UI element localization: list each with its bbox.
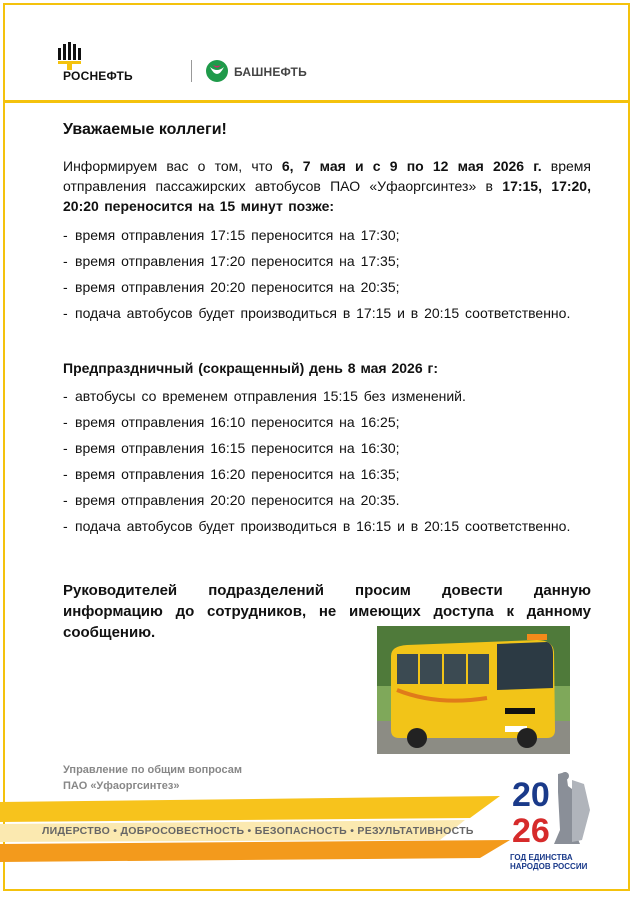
- list-item-text: время отправления 17:15 переносится на 17:30;: [75, 227, 400, 243]
- year-caption: ГОД ЕДИНСТВА НАРОДОВ РОССИИ: [510, 853, 588, 871]
- list-dash: -: [63, 279, 68, 295]
- list-dash: -: [63, 466, 68, 482]
- list-dash: -: [63, 492, 68, 508]
- list-item-text: подача автобусов будет производиться в 16:15 и в 20:15 соответственно.: [75, 518, 571, 534]
- schedule-list-regular: [63, 225, 591, 329]
- list-item: [63, 412, 591, 432]
- holiday-heading: Предпраздничный (сокращенный) день 8 мая 2026 г:: [63, 360, 439, 376]
- list-item-text: подача автобусов будет производиться в 17:15 и в 20:15 соответственно.: [75, 305, 571, 321]
- list-item: [63, 490, 591, 510]
- list-item: [63, 516, 591, 536]
- corporate-values-text: ЛИДЕРСТВО • ДОБРОСОВЕСТНОСТЬ • БЕЗОПАСНОСТЬ • РЕЗУЛЬТАТИВНОСТЬ: [42, 825, 474, 837]
- logo-header: [5, 5, 628, 103]
- closing-paragraph: Руководителей подразделений просим довести данную информацию до сотрудников, не имеющих доступа к данному сообщению.: [63, 582, 591, 641]
- list-item-text: время отправления 20:20 переносится на 20:35;: [75, 279, 400, 295]
- list-item-text: время отправления 16:15 переносится на 16:30;: [75, 440, 400, 456]
- list-dash: -: [63, 388, 68, 404]
- year-2026-emblem-icon: [510, 770, 594, 848]
- intro-text-1: Информируем вас о том, что: [63, 158, 282, 174]
- rosneft-logo: [57, 42, 187, 86]
- list-dash: -: [63, 440, 68, 456]
- rosneft-mark-icon: [57, 42, 83, 72]
- greeting-heading: Уважаемые коллеги!: [63, 121, 227, 138]
- list-dash: -: [63, 414, 68, 430]
- list-item: [63, 464, 591, 484]
- schedule-list-holiday: [63, 386, 591, 542]
- intro-times: 17:15, 17:20, 20:20 переносится на 15 минут позже:: [63, 178, 591, 214]
- year-bottom-digits: 26: [512, 812, 550, 848]
- list-item-text: время отправления 17:20 переносится на 17:35;: [75, 253, 400, 269]
- footer-org-line2: ПАО «Уфаоргсинтез»: [63, 780, 180, 792]
- bashneft-mark-icon: [205, 59, 229, 83]
- rosneft-logo-text: РОСНЕФТЬ: [63, 69, 133, 83]
- bus-photo: [377, 626, 570, 754]
- intro-dates: 6, 7 мая и с 9 по 12 мая 2026 г.: [281, 158, 542, 174]
- list-item: [63, 225, 591, 245]
- list-item-text: автобусы со временем отправления 15:15 без изменений.: [75, 388, 466, 404]
- list-item-text: время отправления 16:10 переносится на 16:25;: [75, 414, 400, 430]
- list-dash: -: [63, 518, 68, 534]
- list-item: [63, 303, 591, 323]
- list-item-text: время отправления 16:20 переносится на 16:35;: [75, 466, 400, 482]
- footer-organization: [63, 762, 242, 794]
- logo-divider: [191, 60, 192, 82]
- year-top-digits: 20: [512, 776, 550, 814]
- year-of-unity-logo: [510, 770, 594, 880]
- list-dash: -: [63, 227, 68, 243]
- intro-paragraph: [63, 156, 591, 216]
- list-item: [63, 277, 591, 297]
- footer-org-line1: Управление по общим вопросам: [63, 764, 243, 776]
- list-item: [63, 251, 591, 271]
- bashneft-logo: [205, 59, 335, 87]
- list-item: [63, 386, 591, 406]
- bashneft-logo-text: БАШНЕФТЬ: [234, 65, 307, 79]
- list-dash: -: [63, 305, 68, 321]
- list-item-text: время отправления 20:20 переносится на 20:35.: [75, 492, 400, 508]
- list-dash: -: [63, 253, 68, 269]
- intro-text-2: время отправления пассажирских автобусов ПАО «Уфаоргсинтез» в: [63, 158, 592, 194]
- list-item: [63, 438, 591, 458]
